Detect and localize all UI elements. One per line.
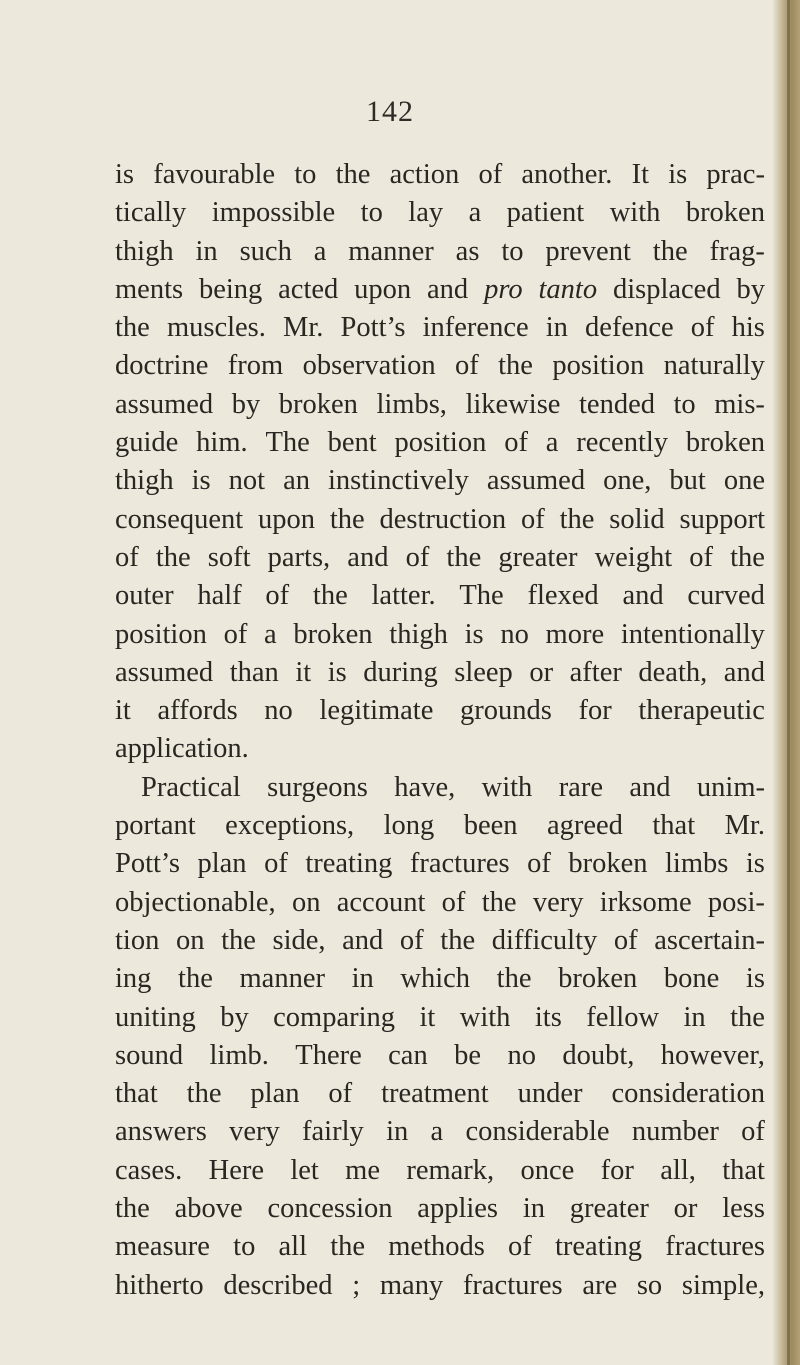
word: very (229, 1116, 280, 1148)
word: or (529, 656, 554, 688)
text-line (115, 922, 765, 960)
word: Mr. (283, 312, 324, 344)
word: of (265, 580, 290, 612)
word: methods (388, 1231, 485, 1263)
word: mis- (714, 388, 765, 420)
word: broken (293, 618, 373, 650)
word: ments (115, 273, 184, 305)
word: favourable (153, 159, 276, 190)
word: with (609, 197, 661, 229)
word: tended (579, 388, 655, 420)
word: of (115, 541, 139, 573)
text-line (115, 1190, 765, 1228)
word: and (629, 771, 671, 803)
word: doubt, (562, 1039, 635, 1071)
word: the (559, 503, 595, 535)
word: consequent (115, 503, 244, 535)
word: upon (354, 273, 412, 305)
word: upon (258, 503, 316, 535)
word: by (231, 388, 261, 420)
word: a (468, 197, 482, 229)
word: the (446, 541, 482, 573)
word: the (186, 1078, 222, 1110)
word: a (264, 618, 277, 650)
word: and (622, 580, 664, 612)
word: long (383, 810, 435, 842)
word: answers (115, 1116, 207, 1148)
text-line (115, 501, 765, 539)
word: the (730, 1001, 765, 1033)
word: a (545, 427, 559, 459)
word: unim- (696, 771, 765, 803)
word: that (652, 810, 696, 842)
word: prac- (706, 159, 765, 190)
word: posi- (707, 886, 765, 918)
word: The (459, 580, 504, 612)
word: recently (576, 427, 669, 459)
word: in (545, 312, 568, 344)
word: muscles. (166, 312, 266, 344)
word: with (459, 1001, 511, 1033)
word: treating (555, 1231, 643, 1263)
word: likewise (465, 388, 561, 420)
word: more (545, 618, 605, 650)
word: support (679, 503, 765, 535)
word: frag- (709, 235, 765, 267)
word: the (155, 541, 191, 573)
word: Pott’s (115, 848, 180, 880)
word: broken (278, 388, 358, 420)
word: to (294, 159, 317, 190)
word: one, (603, 465, 652, 497)
word: but (669, 465, 706, 497)
word: of (741, 1116, 765, 1148)
word: bent (327, 427, 377, 459)
word: than (229, 656, 279, 688)
word: on (291, 886, 321, 918)
word: remark, (406, 1154, 495, 1186)
word: by (736, 273, 765, 305)
word: the (178, 963, 213, 995)
text-line (115, 845, 765, 883)
word: been (463, 810, 518, 842)
word: me (345, 1154, 380, 1186)
word: tanto (538, 273, 598, 305)
word: broken (685, 427, 765, 459)
word: limbs, (376, 388, 447, 420)
body-text (115, 156, 765, 1305)
word: thigh (389, 618, 448, 650)
word: described (223, 1269, 333, 1301)
text-line (115, 616, 765, 654)
word: curved (687, 580, 765, 612)
word: the (221, 924, 256, 956)
word: parts, (267, 541, 331, 573)
word: affords (157, 695, 238, 727)
text-line (115, 539, 765, 577)
word: is (191, 465, 211, 497)
word: doctrine (115, 350, 209, 382)
word: in (351, 963, 374, 995)
word: in (386, 1116, 409, 1148)
word: it (115, 695, 131, 727)
word: to (360, 197, 383, 229)
word: that (115, 1078, 158, 1110)
word: to (673, 388, 696, 420)
text-line (115, 347, 765, 385)
word: fellow (586, 1001, 660, 1033)
word: have, (394, 771, 456, 803)
word: such (239, 235, 292, 267)
word: during (363, 656, 438, 688)
word: consideration (611, 1078, 765, 1110)
word: pro (484, 273, 523, 305)
word: very (532, 886, 584, 918)
word: impossible (211, 197, 336, 229)
word: to (501, 235, 524, 267)
word: solid (609, 503, 665, 535)
word: broken (558, 963, 638, 995)
word: concession (267, 1193, 393, 1225)
page-number: 142 (366, 95, 414, 128)
word: number (631, 1116, 719, 1148)
word: the (329, 503, 365, 535)
word: action (389, 159, 460, 190)
word: plan (197, 848, 247, 880)
word: of (223, 618, 248, 650)
word: can (388, 1039, 428, 1071)
word: in (195, 235, 218, 267)
word: thigh (115, 465, 174, 497)
word: position (115, 618, 207, 650)
text-line (115, 1037, 765, 1075)
word: the (496, 963, 532, 995)
text-line (115, 692, 765, 730)
word: is (464, 618, 484, 650)
word: and (347, 541, 389, 573)
word: sound (115, 1039, 184, 1071)
word: latter. (371, 580, 436, 612)
text-line (115, 577, 765, 615)
word: fractures (665, 1231, 765, 1263)
word: is (745, 963, 765, 995)
word: surgeons (267, 771, 368, 803)
word: portant (115, 810, 196, 842)
text-line (115, 1075, 765, 1113)
word: is (745, 848, 765, 880)
word: him. (196, 427, 248, 459)
word: so (636, 1269, 663, 1301)
word: all, (660, 1154, 696, 1186)
word: Practical (141, 771, 241, 803)
word: therapeutic (638, 695, 765, 727)
text-line (115, 1113, 765, 1151)
word: no (507, 1039, 536, 1071)
word: intentionally (620, 618, 765, 650)
word: of (328, 1078, 353, 1110)
word: simple, (681, 1269, 765, 1301)
word: the (498, 350, 533, 382)
word: all (278, 1231, 308, 1263)
word: fractures (409, 848, 510, 880)
text-line (115, 462, 765, 500)
text-line (115, 769, 765, 807)
word: applies (417, 1193, 499, 1225)
word: account (336, 886, 426, 918)
word: uniting (115, 1001, 196, 1033)
word: rare (558, 771, 603, 803)
word: it (419, 1001, 436, 1033)
word: cases. (115, 1154, 183, 1186)
word: above (174, 1193, 243, 1225)
word: with (481, 771, 533, 803)
word: agreed (546, 810, 623, 842)
word: soft (207, 541, 251, 573)
word: measure (115, 1231, 210, 1263)
word: manner (348, 235, 434, 267)
word: no (264, 695, 293, 727)
word: weight (594, 541, 673, 573)
word: application. (115, 733, 249, 765)
word: greater (498, 541, 578, 573)
word: Pott’s (340, 312, 406, 344)
text-line (115, 156, 765, 194)
word: plan (250, 1078, 300, 1110)
word: a (430, 1116, 444, 1148)
word: the (652, 235, 688, 267)
word: that (722, 1154, 765, 1186)
word: greater (569, 1193, 649, 1225)
word: from (227, 350, 284, 382)
word: for (600, 1154, 634, 1186)
text-line (115, 1228, 765, 1266)
text-line (115, 730, 765, 768)
text-line (115, 884, 765, 922)
text-line (115, 271, 765, 309)
text-line (115, 386, 765, 424)
word: be (454, 1039, 482, 1071)
word: position (552, 350, 645, 382)
word: the (481, 886, 517, 918)
word: to (233, 1231, 256, 1263)
word: an (283, 465, 310, 497)
word: acted (278, 273, 339, 305)
word: manner (239, 963, 325, 995)
word: which (400, 963, 471, 995)
word: of (527, 848, 551, 880)
word: of (454, 350, 479, 382)
page-edge-line (787, 0, 790, 1365)
word: the (115, 1193, 150, 1225)
text-line (115, 194, 765, 232)
word: treating (305, 848, 393, 880)
word: grounds (460, 695, 552, 727)
word: it (295, 656, 312, 688)
page-edge-shadow (772, 0, 800, 1365)
word: after (569, 656, 622, 688)
word: sleep (454, 656, 513, 688)
word: Mr. (724, 810, 765, 842)
word: irksome (599, 886, 692, 918)
word: comparing (273, 1001, 396, 1033)
word: another. (521, 159, 613, 190)
text-line (115, 654, 765, 692)
word: limb. (209, 1039, 269, 1071)
word: in (522, 1193, 545, 1225)
word: many (379, 1269, 444, 1301)
word: fairly (302, 1116, 364, 1148)
word: the (312, 580, 348, 612)
word: no (500, 618, 529, 650)
text-line (115, 233, 765, 271)
word: objectionable, (115, 886, 276, 918)
text-line (115, 807, 765, 845)
word: under (517, 1078, 583, 1110)
word: lay (408, 197, 444, 229)
word: assumed (115, 656, 214, 688)
word: by (220, 1001, 249, 1033)
word: the (115, 312, 150, 344)
word: of (690, 312, 715, 344)
word: fractures (462, 1269, 563, 1301)
word: considerable (465, 1116, 610, 1148)
word: in (683, 1001, 706, 1033)
word: naturally (663, 350, 765, 382)
word: defence (585, 312, 674, 344)
word: instinctively (328, 465, 469, 497)
word: position (394, 427, 487, 459)
word: displaced (612, 273, 721, 305)
word: tion (115, 924, 160, 956)
word: as (455, 235, 480, 267)
word: of (264, 848, 288, 880)
word: bone (663, 963, 720, 995)
word: let (290, 1154, 319, 1186)
word: and (342, 924, 384, 956)
word: flexed (527, 580, 599, 612)
word: one (723, 465, 765, 497)
word: hitherto (115, 1269, 204, 1301)
word: its (534, 1001, 562, 1033)
word: ; (352, 1269, 361, 1301)
word: prevent (545, 235, 631, 267)
word: side, (272, 924, 326, 956)
word: a (313, 235, 327, 267)
word: half (197, 580, 242, 612)
word: of (405, 541, 430, 573)
word: The (265, 427, 310, 459)
word: of (478, 159, 503, 190)
word: treatment (381, 1078, 489, 1110)
word: difficulty (491, 924, 598, 956)
word: is (327, 656, 347, 688)
word: limbs (665, 848, 729, 880)
word: Here (208, 1154, 264, 1186)
word: of (613, 924, 638, 956)
word: exceptions, (225, 810, 355, 842)
word: of (521, 503, 545, 535)
word: of (689, 541, 714, 573)
text-line (115, 424, 765, 462)
word: of (504, 427, 528, 459)
word: destruction (379, 503, 507, 535)
word: are (582, 1269, 618, 1301)
text-line (115, 309, 765, 347)
word: It (631, 159, 650, 190)
word: his (731, 312, 765, 344)
word: tically (115, 197, 187, 229)
word: the (730, 541, 765, 573)
word: ing (115, 963, 152, 995)
word: broken (685, 197, 765, 229)
word: observation (302, 350, 436, 382)
word: of (441, 886, 466, 918)
word: outer (115, 580, 174, 612)
word: legitimate (319, 695, 434, 727)
word: on (175, 924, 205, 956)
word: however, (660, 1039, 765, 1071)
word: assumed (115, 388, 214, 420)
text-line (115, 1152, 765, 1190)
word: being (198, 273, 263, 305)
word: assumed (486, 465, 586, 497)
word: is (115, 159, 135, 190)
word: the (335, 159, 371, 190)
word: thigh (115, 235, 174, 267)
word: not (228, 465, 266, 497)
word: There (295, 1039, 362, 1071)
word: patient (506, 197, 585, 229)
word: guide (115, 427, 179, 459)
word: death, (638, 656, 708, 688)
word: inference (422, 312, 529, 344)
word: less (722, 1193, 765, 1225)
word: once (520, 1154, 575, 1186)
text-line (115, 960, 765, 998)
word: of (399, 924, 424, 956)
text-line (115, 1267, 765, 1305)
word: the (440, 924, 476, 956)
word: of (508, 1231, 532, 1263)
word: the (330, 1231, 366, 1263)
text-line (115, 999, 765, 1037)
word: and (723, 656, 765, 688)
word: broken (568, 848, 648, 880)
word: ascertain- (654, 924, 765, 956)
word: is (668, 159, 688, 190)
word: and (427, 273, 469, 305)
word: for (578, 695, 612, 727)
word: or (673, 1193, 698, 1225)
